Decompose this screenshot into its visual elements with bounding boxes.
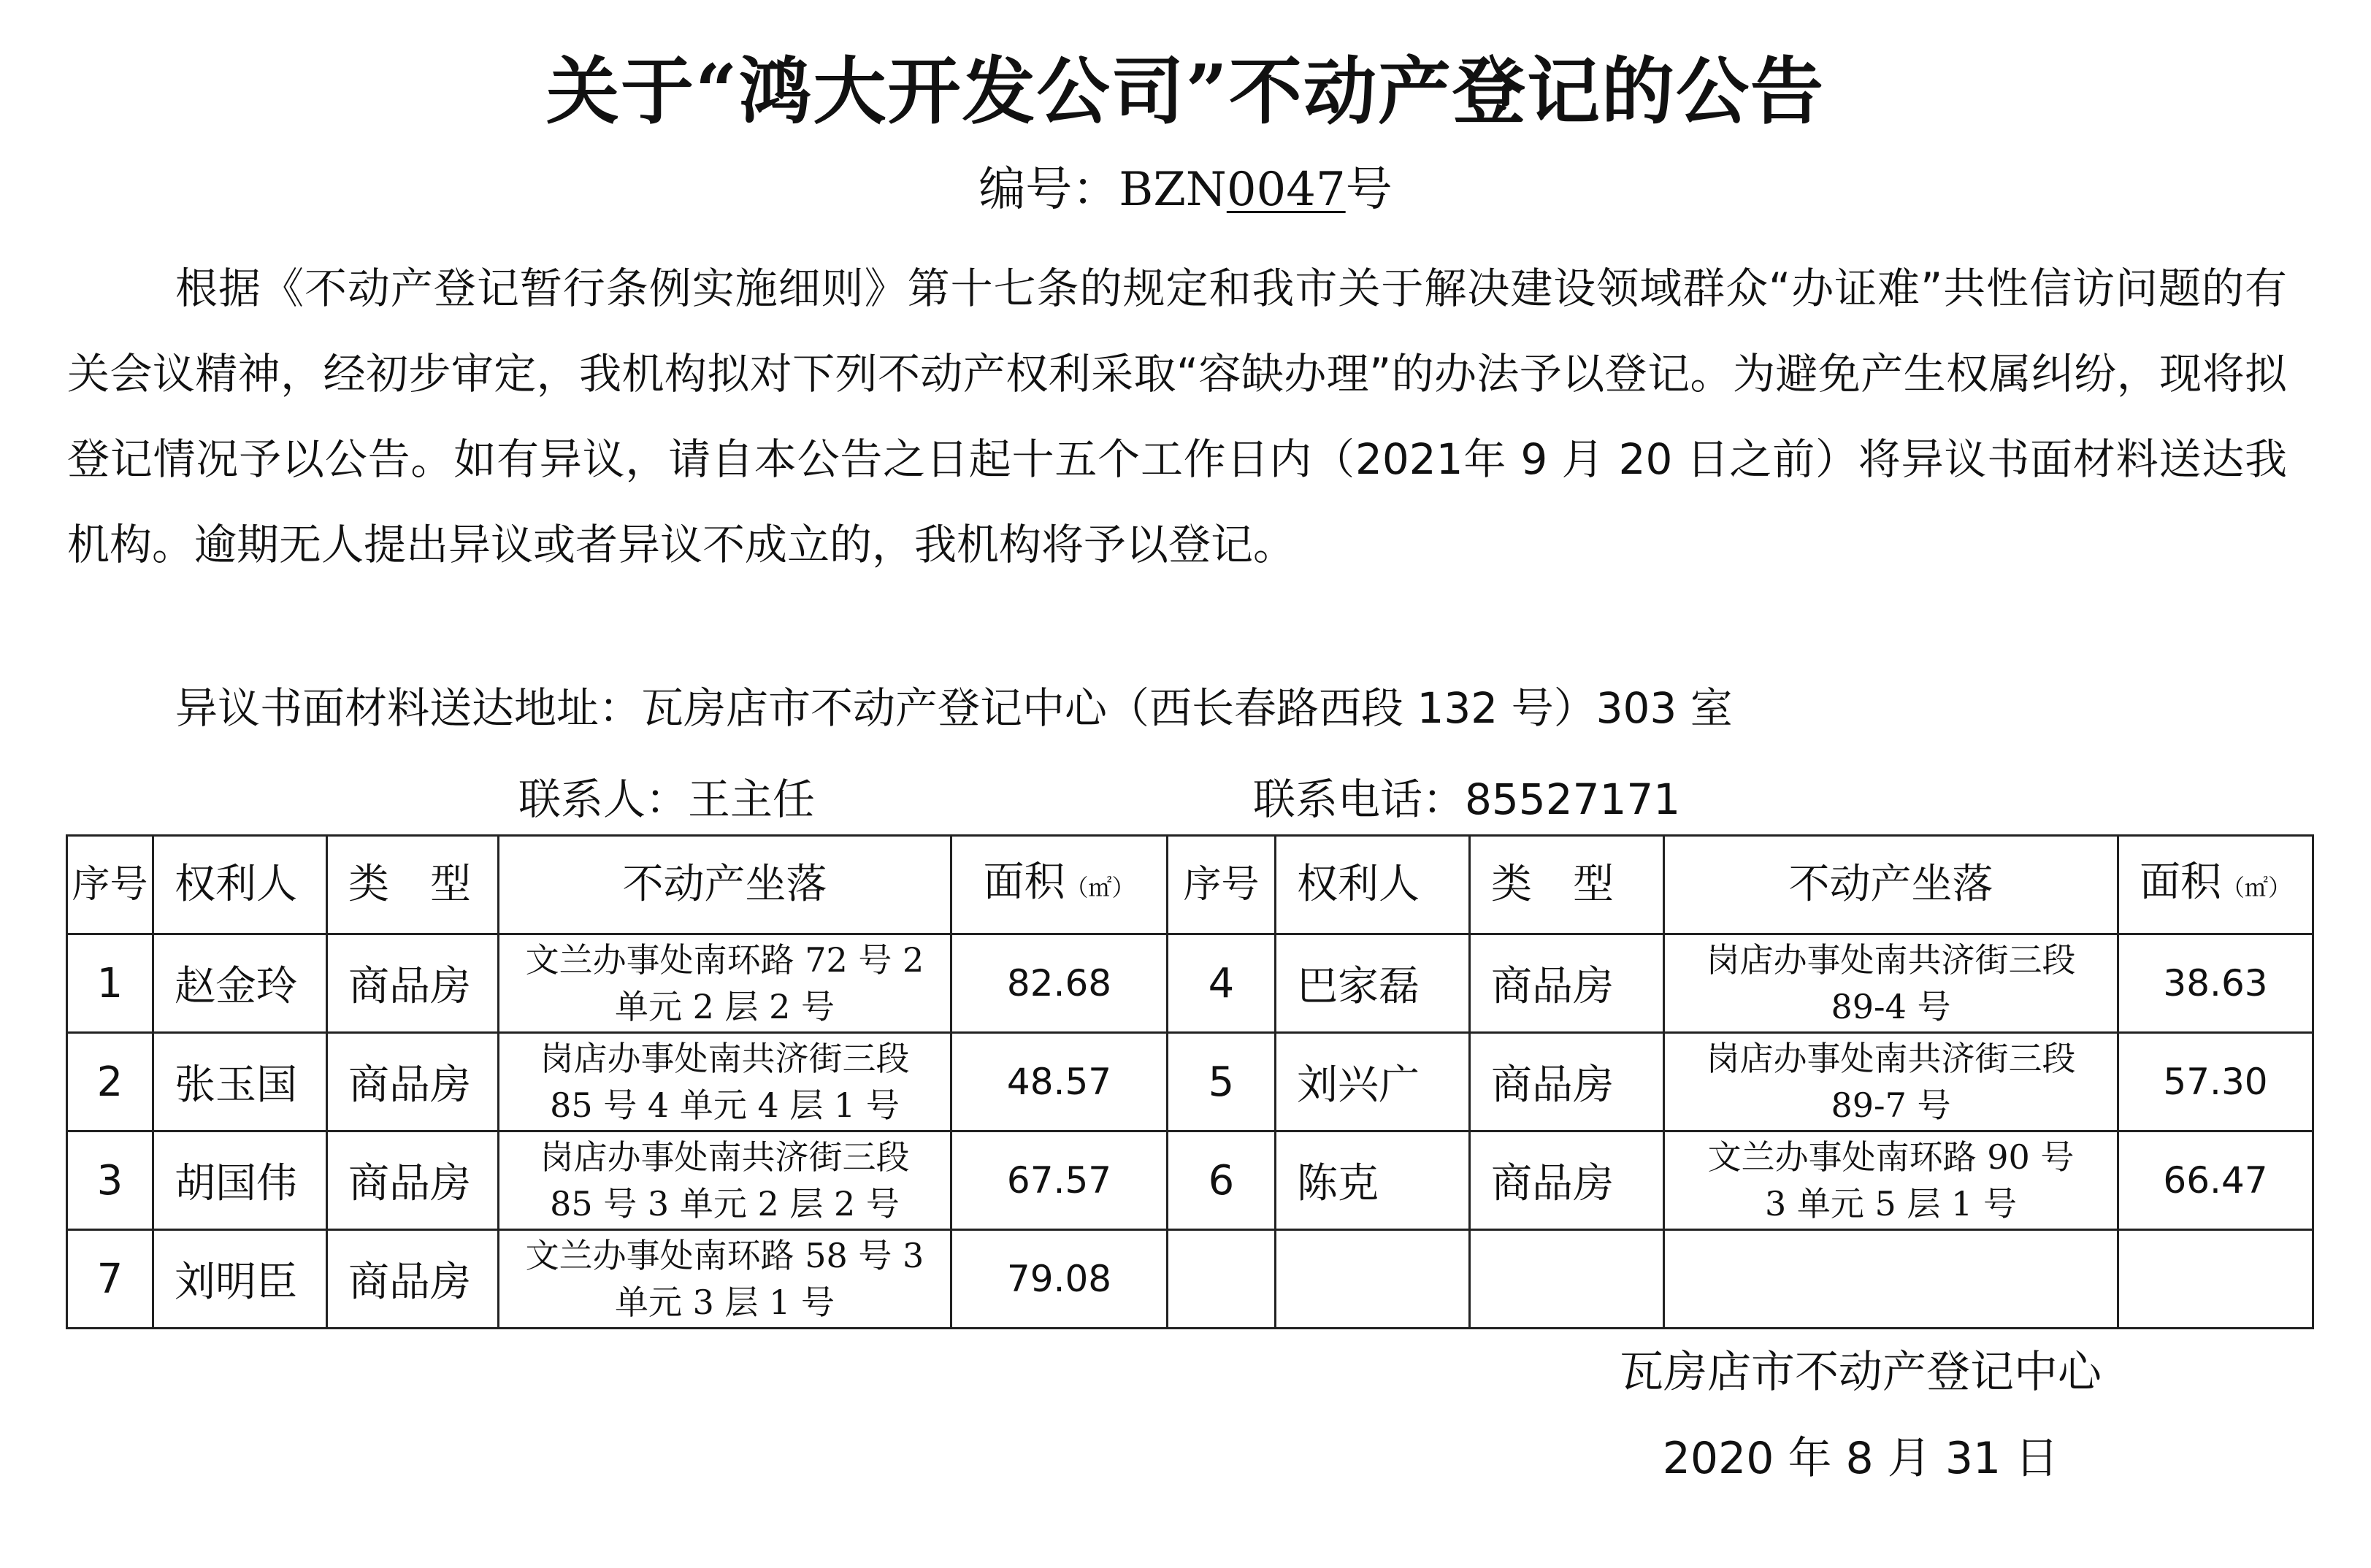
cell-area: 38.63 [2118, 934, 2313, 1033]
document-number-prefix: 编号：BZN [978, 163, 1227, 217]
cell-empty [1168, 1230, 1276, 1329]
header-type: 类 型 [1470, 836, 1664, 934]
cell-area: 57.30 [2118, 1033, 2313, 1131]
location-line: 85 号 4 单元 4 层 1 号 [550, 1085, 900, 1125]
header-owner: 权利人 [153, 836, 327, 934]
header-location: 不动产坐落 [499, 836, 951, 934]
cell-type: 商品房 [327, 1131, 499, 1230]
location-line: 岗店办事处南共济街三段 [1706, 940, 2076, 980]
location-line: 文兰办事处南环路 90 号 [1707, 1137, 2075, 1177]
location-line: 单元 3 层 1 号 [614, 1283, 835, 1322]
table-row [67, 934, 2313, 1033]
header-owner: 权利人 [1276, 836, 1470, 934]
cell-empty [1276, 1230, 1470, 1329]
cell-location [1664, 1033, 2118, 1131]
cell-owner: 赵金玲 [153, 934, 327, 1033]
cell-seq: 1 [67, 934, 153, 1033]
cell-location [499, 1033, 951, 1131]
cell-type: 商品房 [327, 1033, 499, 1131]
cell-owner: 张玉国 [153, 1033, 327, 1131]
cell-location [499, 1131, 951, 1230]
header-area-label: 面积 [983, 858, 1065, 906]
cell-area: 67.57 [951, 1131, 1168, 1230]
location-line: 岗店办事处南共济街三段 [540, 1039, 910, 1078]
header-area-label: 面积 [2139, 858, 2221, 906]
cell-seq: 2 [67, 1033, 153, 1131]
location-line: 85 号 3 单元 2 层 2 号 [550, 1184, 900, 1223]
document-number-suffix: 号 [1345, 163, 1393, 217]
location-line: 文兰办事处南环路 72 号 2 [525, 940, 924, 980]
contact-person: 联系人：王主任 [518, 775, 816, 824]
cell-empty [1664, 1230, 2118, 1329]
cell-type: 商品房 [327, 1230, 499, 1329]
header-location: 不动产坐落 [1664, 836, 2118, 934]
contact-phone: 联系电话：85527171 [1253, 775, 1681, 824]
cell-area: 66.47 [2118, 1131, 2313, 1230]
registration-table [66, 834, 2314, 1329]
cell-location [499, 934, 951, 1033]
location-line: 岗店办事处南共济街三段 [540, 1137, 910, 1177]
cell-owner: 刘明臣 [153, 1230, 327, 1329]
document-number [0, 157, 2371, 223]
cell-seq: 6 [1168, 1131, 1276, 1230]
header-seq: 序号 [1168, 836, 1276, 934]
cell-type: 商品房 [1470, 1131, 1664, 1230]
main-paragraph: 根据《不动产登记暂行条例实施细则》第十七条的规定和我市关于解决建设领域群众“办证难”共性信访问题的有关会议精神，经初步审定，我机构拟对下列不动产权利采取“容缺办理”的办法予以登记。为避免产生权属纠纷，现将拟登记情况予以公告。如有异议，请自本公告之日起十五个工作日内（2021年 9 月 20 日之前）将异议书面材料送达我机构。逾期无人提出异议或者异议不成立的，我机构将予以登记。 [67, 264, 2287, 569]
table-row [67, 1131, 2313, 1230]
cell-seq: 4 [1168, 934, 1276, 1033]
cell-empty [1470, 1230, 1664, 1329]
cell-location [499, 1230, 951, 1329]
cell-seq: 5 [1168, 1033, 1276, 1131]
cell-seq: 7 [67, 1230, 153, 1329]
location-line: 单元 2 层 2 号 [614, 987, 835, 1026]
signature-organization: 瓦房店市不动产登记中心 [1620, 1347, 2102, 1398]
address-paragraph: 异议书面材料送达地址：瓦房店市不动产登记中心（西长春路西段 132 号）303 室 [175, 683, 1733, 733]
header-seq: 序号 [67, 836, 153, 934]
location-line: 3 单元 5 层 1 号 [1765, 1184, 2017, 1223]
cell-empty [2118, 1230, 2313, 1329]
cell-location [1664, 1131, 2118, 1230]
cell-type: 商品房 [327, 934, 499, 1033]
header-type: 类 型 [327, 836, 499, 934]
notice-title: 关于“鸿大开发公司”不动产登记的公告 [545, 48, 1826, 134]
location-line: 文兰办事处南环路 58 号 3 [525, 1236, 924, 1275]
location-line: 89-4 号 [1831, 987, 1951, 1026]
cell-owner: 刘兴广 [1276, 1033, 1470, 1131]
cell-owner: 胡国伟 [153, 1131, 327, 1230]
cell-area: 48.57 [951, 1033, 1168, 1131]
cell-location [1664, 934, 2118, 1033]
header-area [951, 836, 1168, 934]
cell-type: 商品房 [1470, 1033, 1664, 1131]
table-row [67, 1033, 2313, 1131]
signature-date: 2020 年 8 月 31 日 [1662, 1433, 2059, 1484]
header-area-unit: （㎡） [1065, 873, 1135, 902]
table-row [67, 1230, 2313, 1329]
cell-type: 商品房 [1470, 934, 1664, 1033]
cell-area: 82.68 [951, 934, 1168, 1033]
header-area [2118, 836, 2313, 934]
cell-owner: 陈克 [1276, 1131, 1470, 1230]
location-line: 89-7 号 [1831, 1085, 1951, 1125]
location-line: 岗店办事处南共济街三段 [1706, 1039, 2076, 1078]
cell-owner: 巴家磊 [1276, 934, 1470, 1033]
table-header-row [67, 836, 2313, 934]
header-area-unit: （㎡） [2221, 873, 2291, 902]
cell-area: 79.08 [951, 1230, 1168, 1329]
document-number-value: 0047 [1226, 163, 1346, 217]
cell-seq: 3 [67, 1131, 153, 1230]
